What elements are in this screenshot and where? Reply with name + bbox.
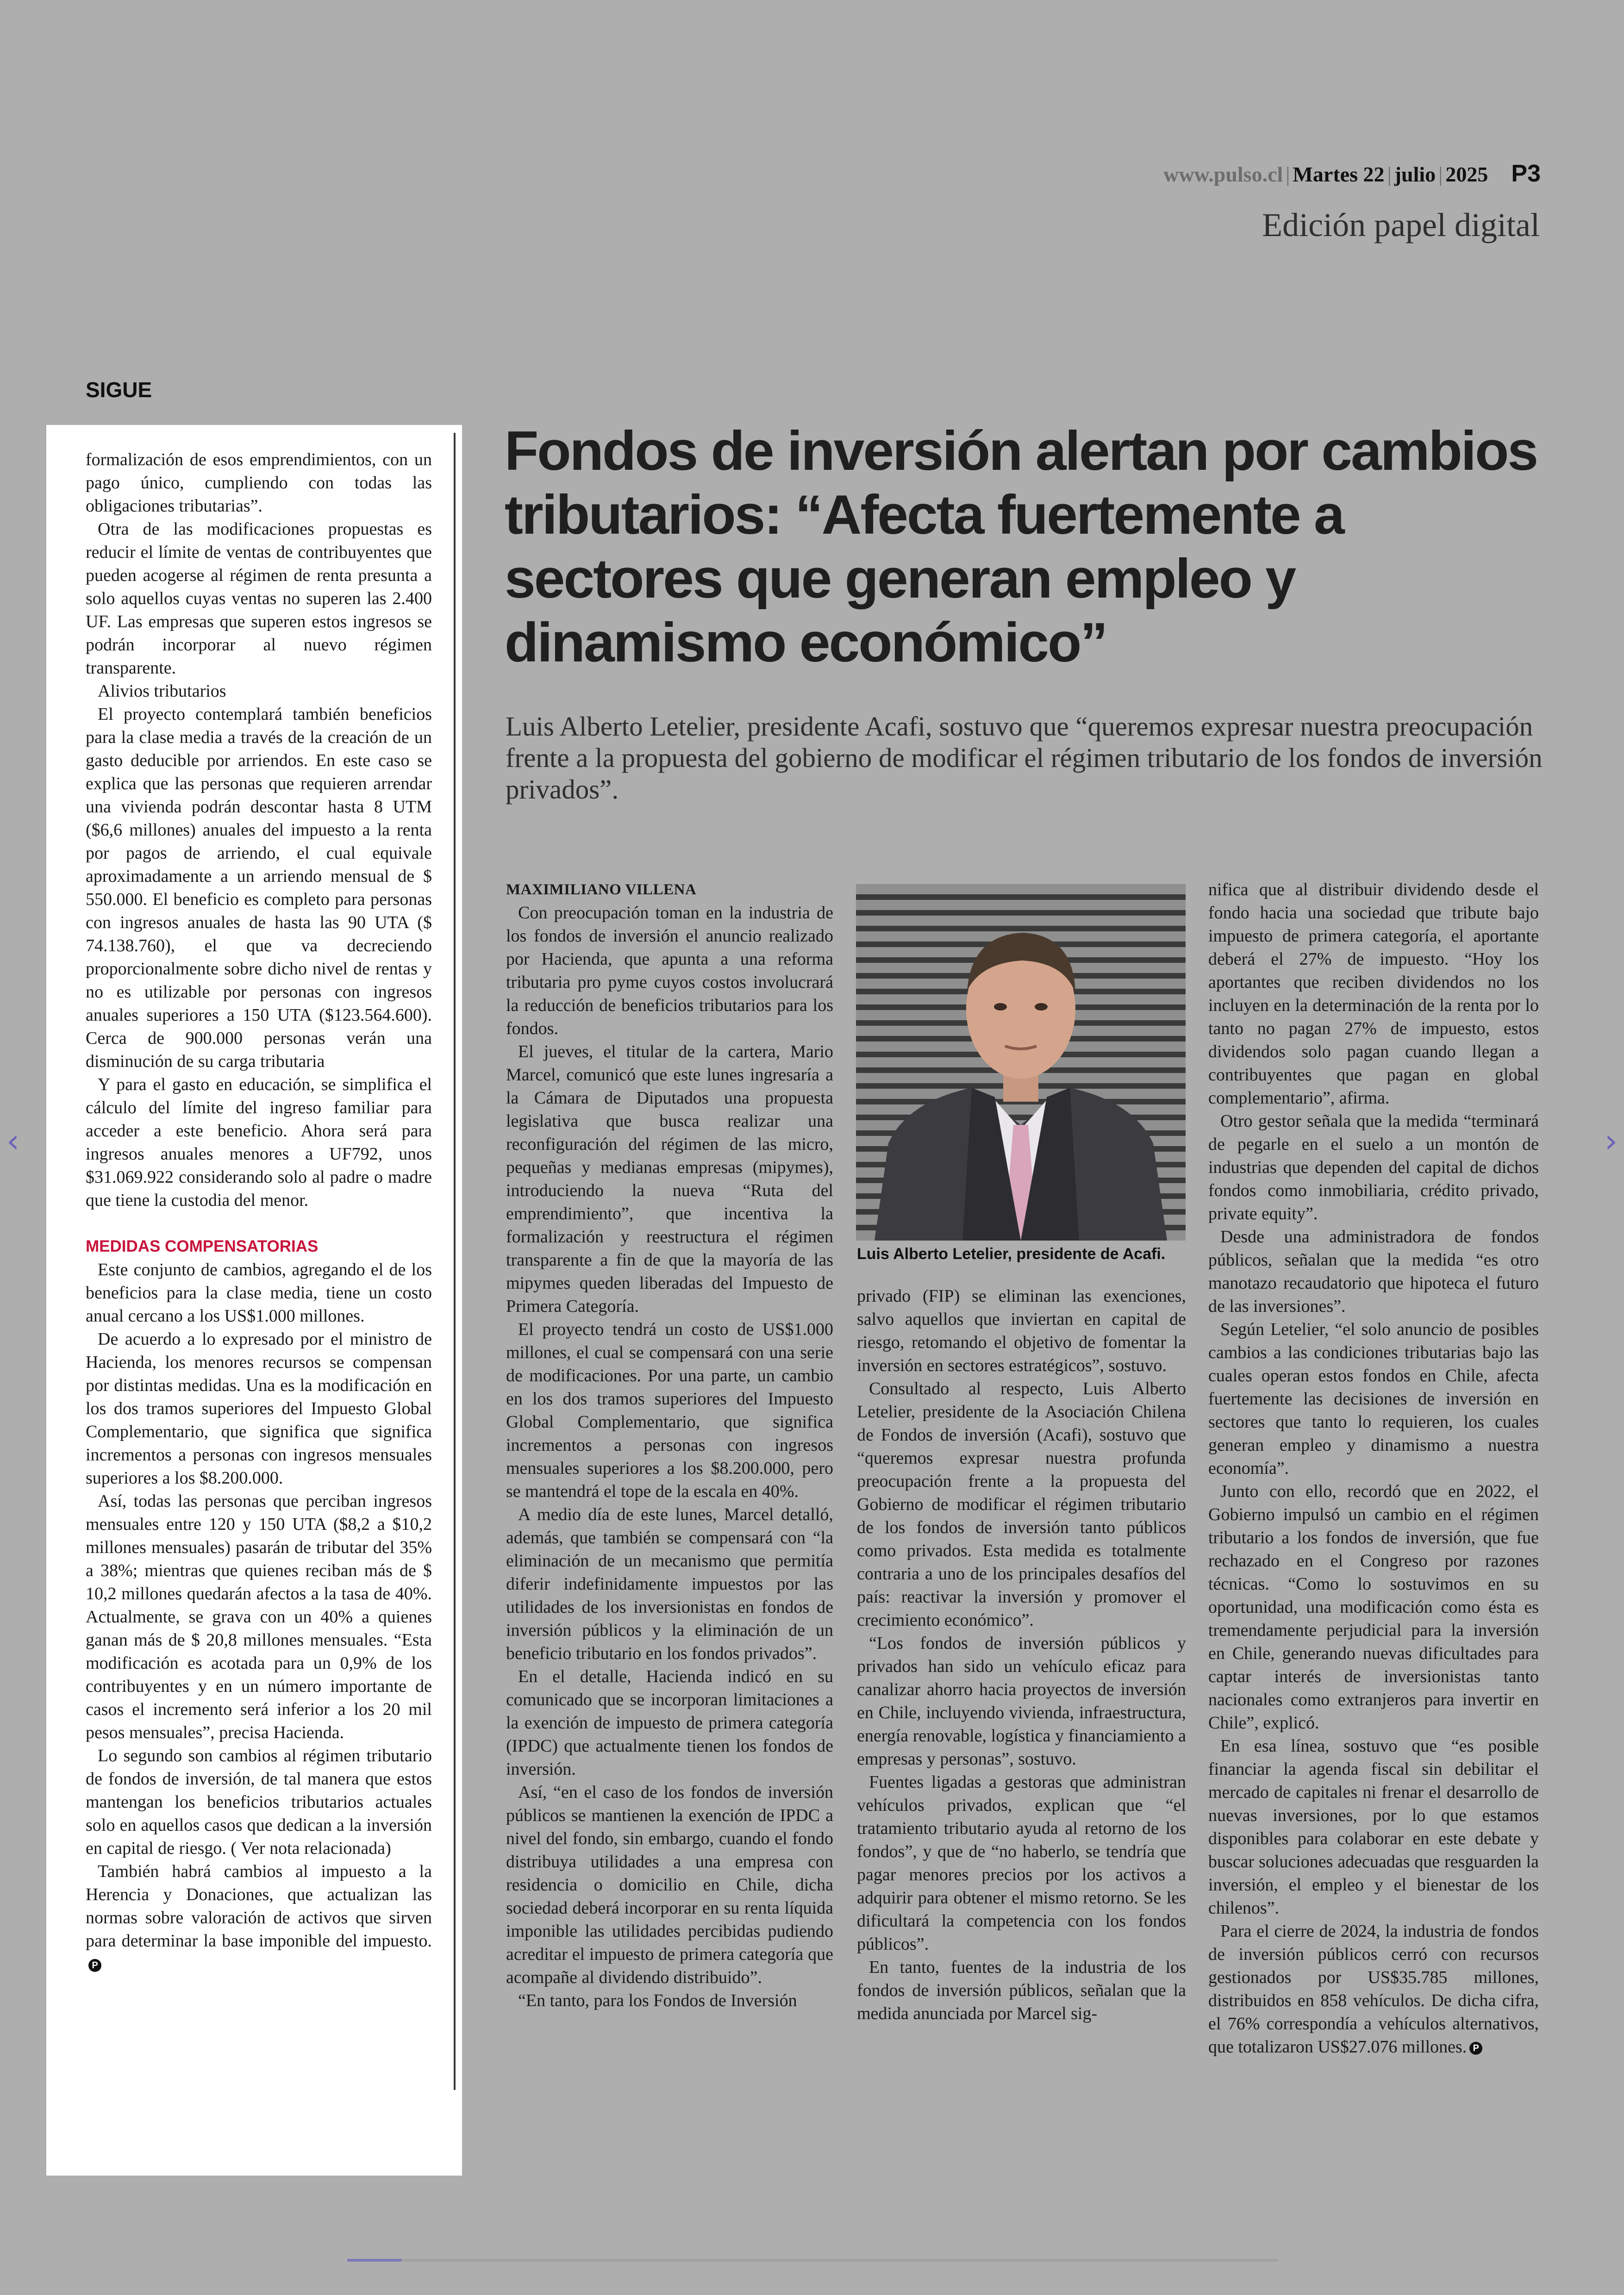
paragraph: En esa línea, sostuvo que “es posible financiar la agenda fiscal sin debilitar el mercado de capitales ni frenar el desarrollo de nuevas inversiones, por lo que estamos disponibles para colaborar en este debate y buscar soluciones adecuadas que resguarden la inversión, el empleo y el bienestar de los chilenos”.: [1208, 1736, 1539, 1918]
paragraph: El jueves, el titular de la cartera, Mario Marcel, comunicó que este lunes ingresaría a la Cámara de Diputados una propuesta legislativa que busca realizar una reconfiguración del régimen de las micro, pequeñas y medianas empresas (mipymes), introduciendo la nueva “Ruta del emprendimiento”, que incentiva la formalización y reestructura el régimen transparente a fin de que la mayoría de las mipymes queden liberadas del Impuesto de Primera Categoría.: [506, 1042, 833, 1316]
edition-label: Edición papel digital: [1262, 206, 1540, 243]
column-divider: [454, 433, 456, 2090]
portrait-photo: [856, 884, 1186, 1241]
paragraph: nifica que al distribuir dividendo desde el fondo hacia una sociedad que tribute bajo impuesto de primera categoría, el aportante deberá el 27% de impuesto. “Hoy los aportantes que reciben dividendos no los incluyen en la determinación de la renta por lo tanto no pagan 27% de impuesto, estos dividendos solo pagan cuando llegan a contribuyentes que pagan en global complementario”, afirma.: [1208, 880, 1539, 1108]
end-mark-icon: P: [1469, 2042, 1482, 2055]
paragraph: Alivios tributarios: [98, 681, 226, 701]
end-mark-icon: P: [88, 1959, 101, 1972]
paragraph: “Los fondos de inversión públicos y privados han sido un vehículo eficaz para canalizar ahorro hacia proyectos de inversión en Chile, incluyendo vivienda, infraestructura, energía renovable, logística y financiamiento a empresas y personas”, sostuvo.: [857, 1634, 1186, 1769]
paragraph: Fuentes ligadas a gestoras que administran vehículos privados, explican que “el tratamiento tributario ayuda al retorno de los fondos”, y que de “no haberlo, se tendría que pagar menores precios por los activos a adquirir para obtener el mismo retorno. Se les dificultará la competencia con los fondos públicos”.: [857, 1772, 1186, 1954]
paragraph: En el detalle, Hacienda indicó en su comunicado que se incorporan limitaciones a la exención de impuesto de primera categoría (IPDC) que actualmente tienen los fondos de inversión.: [506, 1667, 833, 1779]
paragraph: Y para el gasto en educación, se simplifica el cálculo del límite del ingreso familiar para acceder a este beneficio. Ahora será para ingresos anuales menores a UF792, unos $31.069.922 considerando solo al padre o madre que tiene la custodia del menor.: [86, 1075, 432, 1210]
issue-year: 2025: [1445, 162, 1488, 186]
paragraph-final: También habrá cambios al impuesto a la Herencia y Donaciones, que actualizan las normas sobre valoración de activos que sirven para determinar la base imponible del impuesto.P: [86, 1860, 432, 1976]
sigue-label: SIGUE: [86, 378, 152, 402]
portrait-illustration: [856, 884, 1186, 1241]
paragraph: Junto con ello, recordó que en 2022, el Gobierno impulsó un cambio en el régimen tributario a los fondos de inversión, que fue rechazado en el Congreso por razones técnicas. “Como lo sostuvimos en su oportunidad, una modificación como ésta es tremendamente perjudicial para la inversión en Chile, generando nuevas dificultades para captar interés de inversionistas tanto nacionales como extranjeros para invertir en Chile”, explicó.: [1208, 1482, 1539, 1733]
paragraph: Con preocupación toman en la industria de los fondos de inversión el anuncio realizado por Hacienda, que apunta a una reforma tributaria pro pyme cuyos costos involucrará la reducción de beneficios tributarios para los fondos.: [506, 903, 833, 1038]
chevron-left-icon[interactable]: ‹: [6, 1122, 19, 1160]
page-number: P3: [1511, 160, 1541, 187]
paragraph: “En tanto, para los Fondos de Inversión: [518, 1991, 797, 2010]
paragraph: Desde una administradora de fondos públicos, señalan que la medida “es otro manotazo recaudatorio que hipoteca el futuro de las inversiones”.: [1208, 1227, 1539, 1316]
page-progress-fill: [347, 2259, 401, 2262]
paragraph: Lo segundo son cambios al régimen tributario de fondos de inversión, de tal manera que estos mantengan los beneficios tributarios actuales solo en aquellos casos que dedican a la inversión en capital de riesgo. ( Ver nota relacionada): [86, 1746, 432, 1858]
paragraph-final: Para el cierre de 2024, la industria de fondos de inversión públicos cerró con recursos gestionados por US$35.785 millones, distribuidos en 858 vehículos. De dicha cifra, el 76% correspondía a vehículos alternativos, que totalizaron US$27.076 millones. P: [1208, 1921, 1539, 2057]
page-progress-bar[interactable]: [347, 2259, 1278, 2262]
article-deck: Luis Alberto Letelier, presidente Acafi, sostuvo que “queremos expresar nuestra preocupación frente a la propuesta del gobierno de modificar el régimen tributario de los fondos de inversión privados”.: [506, 711, 1543, 804]
article-column-1: [506, 878, 833, 2012]
photo-caption: Luis Alberto Letelier, presidente de Acafi.: [857, 1245, 1166, 1263]
paragraph: Según Letelier, “el solo anuncio de posibles cambios a las condiciones tributarias bajo las cuales operan estos fondos en Chile, afecta fuertemente las decisiones de inversión en sectores que tanto lo requieren, los cuales generan empleo y dinamismo a nuestra economía”.: [1208, 1320, 1539, 1478]
paragraph: El proyecto contemplará también beneficios para la clase media a través de la creación de un gasto deducible por arriendos. En este caso se explica que las personas que requieren arrendar una vivienda podrán descontar hasta 8 UTM ($6,6 millones) anuales del impuesto a la renta por pagos de arriendo, el cual equivale aproximadamente a un arriendo mensual de $ 550.000. El beneficio es completo para personas con ingresos anuales de hasta las 90 UTA ($ 74.138.760), el que va decreciendo proporcionalmente sobre dicho nivel de rentas y no es utilizable por personas con ingresos anuales superiores a 150 UTA ($123.564.600). Cerca de 900.000 personas verán una disminución de su carga tributaria: [86, 705, 432, 1071]
article-column-3: [1208, 878, 1539, 2058]
byline: MAXIMILIANO VILLENA: [506, 881, 697, 898]
chevron-right-icon[interactable]: ›: [1605, 1122, 1618, 1160]
paragraph: Así, todas las personas que perciban ingresos mensuales entre 120 y 150 UTA ($8,2 a $10,2 millones mensuales) pasarán de tributar del 35% a 38%; mientras que quienes reciban más de $ 10,2 millones quedarán afectos a la tasa de 40%. Actualmente, se grava con un 40% a quienes ganan más de $ 20,8 millones mensuales. “Esta modificación es acotada para un 0,9% de los contribuyentes y en un número importante de casos el incremento será inferior a los 20 mil pesos mensuales”, precisa Hacienda.: [86, 1491, 432, 1742]
paragraph: privado (FIP) se eliminan las exenciones, salvo aquellos que inviertan en capital de riesgo, retomando el objetivo de fomentar la inversión en sectores estratégicos”, sostuvo.: [857, 1286, 1186, 1375]
article-column-2: [857, 1285, 1186, 2025]
issue-month: julio: [1394, 162, 1436, 186]
paragraph: Consultado al respecto, Luis Alberto Letelier, presidente de la Asociación Chilena de Fondos de inversión (Acafi), sostuvo que “queremos expresar nuestra profunda preocupación frente a la propuesta del Gobierno de modificar el régimen tributario de los fondos de inversión tanto públicos como privados. Esta medida es totalmente contraria a uno de los principales desafíos del país: reactivar la inversión y promover el crecimiento económico”.: [857, 1379, 1186, 1630]
paragraph: A medio día de este lunes, Marcel detalló, además, que también se compensará con “la eliminación de un mecanismo que permitía diferir indefinidamente impuestos por las utilidades de los inversionistas en fondos de inversión públicos y la eliminación de un beneficio tributario en los fondos privados”.: [506, 1505, 833, 1663]
paragraph: Así, “en el caso de los fondos de inversión públicos se mantienen la exención de IPDC a nivel del fondo, sin embargo, cuando el fondo distribuya utilidades a una empresa con residencia o domicilio en Chile, dicha sociedad deberá incorporar en su renta líquida imponible las utilidades percibidas pudiendo acreditar el impuesto de primera categoría que acompañe al dividendo distribuido”.: [506, 1783, 833, 1987]
issue-day: Martes 22: [1293, 162, 1385, 186]
paragraph: Este conjunto de cambios, agregando el de los beneficios para la clase media, tiene un costo anual cercano a los US$1.000 millones.: [86, 1260, 432, 1326]
paragraph: Otro gestor señala que la medida “terminará de pegarle en el suelo a un montón de industrias que dependen del capital de dichos fondos como inmobiliaria, crédito privado, private equity”.: [1208, 1111, 1539, 1223]
article-headline: Fondos de inversión alertan por cambios tributarios: “Afecta fuertemente a sectores que generan empleo y dinamismo económico”: [505, 420, 1537, 674]
masthead: www.pulso.cl | Martes 22 | julio | 2025 P3: [1163, 160, 1541, 187]
paragraph: formalización de esos emprendimientos, con un pago único, cumpliendo con todas las obligaciones tributarias”.: [86, 450, 432, 516]
section-subhead: MEDIDAS COMPENSATORIAS: [86, 1237, 319, 1255]
paragraph: De acuerdo a lo expresado por el ministro de Hacienda, los menores recursos se compensan por distintas medidas. Una es la modificación en los dos tramos superiores del Impuesto Global Complementario, que significa que significa incrementos a personas con ingresos mensuales superiores a los $8.200.000.: [86, 1329, 432, 1488]
paragraph: El proyecto tendrá un costo de US$1.000 millones, el cual se compensará con una serie de modificaciones. Por una parte, un cambio en los dos tramos superiores del Impuesto Global Complementario, que significa incrementos a personas con ingresos mensuales superiores a los $8.200.000, pero se mantendrá el tope de la escala en 40%.: [506, 1320, 833, 1501]
paragraph: Otra de las modificaciones propuestas es reducir el límite de ventas de contribuyentes que pueden acogerse al régimen de renta presunta a solo aquellos cuyas ventas no superen las 2.400 UF. Las empresas que superen estos ingresos se podrán incorporar al nuevo régimen transparente.: [86, 519, 432, 678]
paragraph: En tanto, fuentes de la industria de los fondos de inversión públicos, señalan que la medida anunciada por Marcel sig-: [857, 1958, 1186, 2023]
continued-article-text: [86, 448, 432, 1976]
site-url[interactable]: www.pulso.cl: [1163, 162, 1283, 186]
